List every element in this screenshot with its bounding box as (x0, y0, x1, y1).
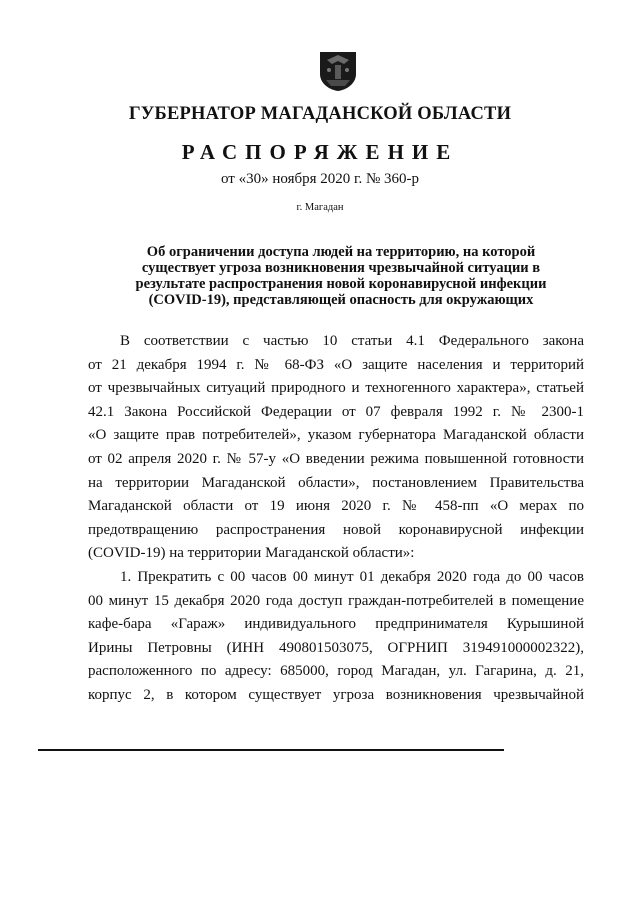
document-date-number: от «30» ноября 2020 г. № 360-р (220, 171, 420, 187)
document-body (88, 330, 584, 708)
document-city: г. Магадан (296, 202, 344, 213)
body-line: 1. Прекратить с 00 часов 00 минут 01 декабря 2020 года до 00 часов (120, 568, 584, 585)
body-line: 00 минут 15 декабря 2020 года доступ граждан-потребителей в помещение (88, 592, 584, 609)
subject-line: Об ограничении доступа людей на территорию, на которой (146, 244, 536, 260)
body-line: Ирины Петровны (ИНН 490801503075, ОГРНИП 319491000002322), (88, 639, 584, 656)
clause-1-paragraph (88, 566, 584, 708)
coat-of-arms-emblem (318, 50, 358, 92)
preamble-paragraph (88, 330, 584, 566)
body-line: 42.1 Закона Российской Федерации от 07 февраля 1992 г. № 2300-1 (88, 403, 584, 420)
governor-title: ГУБЕРНАТОР МАГАДАНСКОЙ ОБЛАСТИ (128, 104, 512, 124)
body-line: от 02 апреля 2020 г. № 57-у «О введении режима повышенной готовности (88, 450, 584, 467)
body-line: «О защите прав потребителей», указом губернатора Магаданской области (88, 427, 584, 444)
body-line: (COVID-19) на территории Магаданской области»: (88, 545, 415, 562)
footer-rule (38, 749, 504, 751)
document-type: РАСПОРЯЖЕНИЕ (181, 140, 459, 164)
body-line: от чрезвычайных ситуаций природного и техногенного характера», статьей (88, 380, 584, 397)
subject-line: существует угроза возникновения чрезвычайной ситуации в (141, 260, 541, 276)
body-line: от 21 декабря 1994 г. № 68-ФЗ «О защите населения и территорий (88, 356, 584, 373)
body-line: кафе-бара «Гараж» индивидуального предпринимателя Курышиной (88, 616, 584, 633)
body-line: В соответствии с частью 10 статьи 4.1 Федерального закона (120, 333, 584, 349)
body-line: Магаданской области от 19 июня 2020 г. № 458-пп «О мерах по (88, 498, 584, 515)
subject-line: (COVID-19), представляющей опасность для окружающих (148, 292, 534, 308)
body-line: расположенного по адресу: 685000, город Магадан, ул. Гагарина, д. 21, (88, 663, 584, 680)
body-line: на территории Магаданской области», постановлением Правительства (88, 474, 584, 491)
document-subject (96, 244, 586, 308)
subject-line: результате распространения новой коронавирусной инфекции (135, 276, 547, 292)
body-line: предотвращению распространения новой коронавирусной инфекции (88, 521, 584, 538)
body-line: корпус 2, в котором существует угроза возникновения чрезвычайной (88, 686, 584, 703)
